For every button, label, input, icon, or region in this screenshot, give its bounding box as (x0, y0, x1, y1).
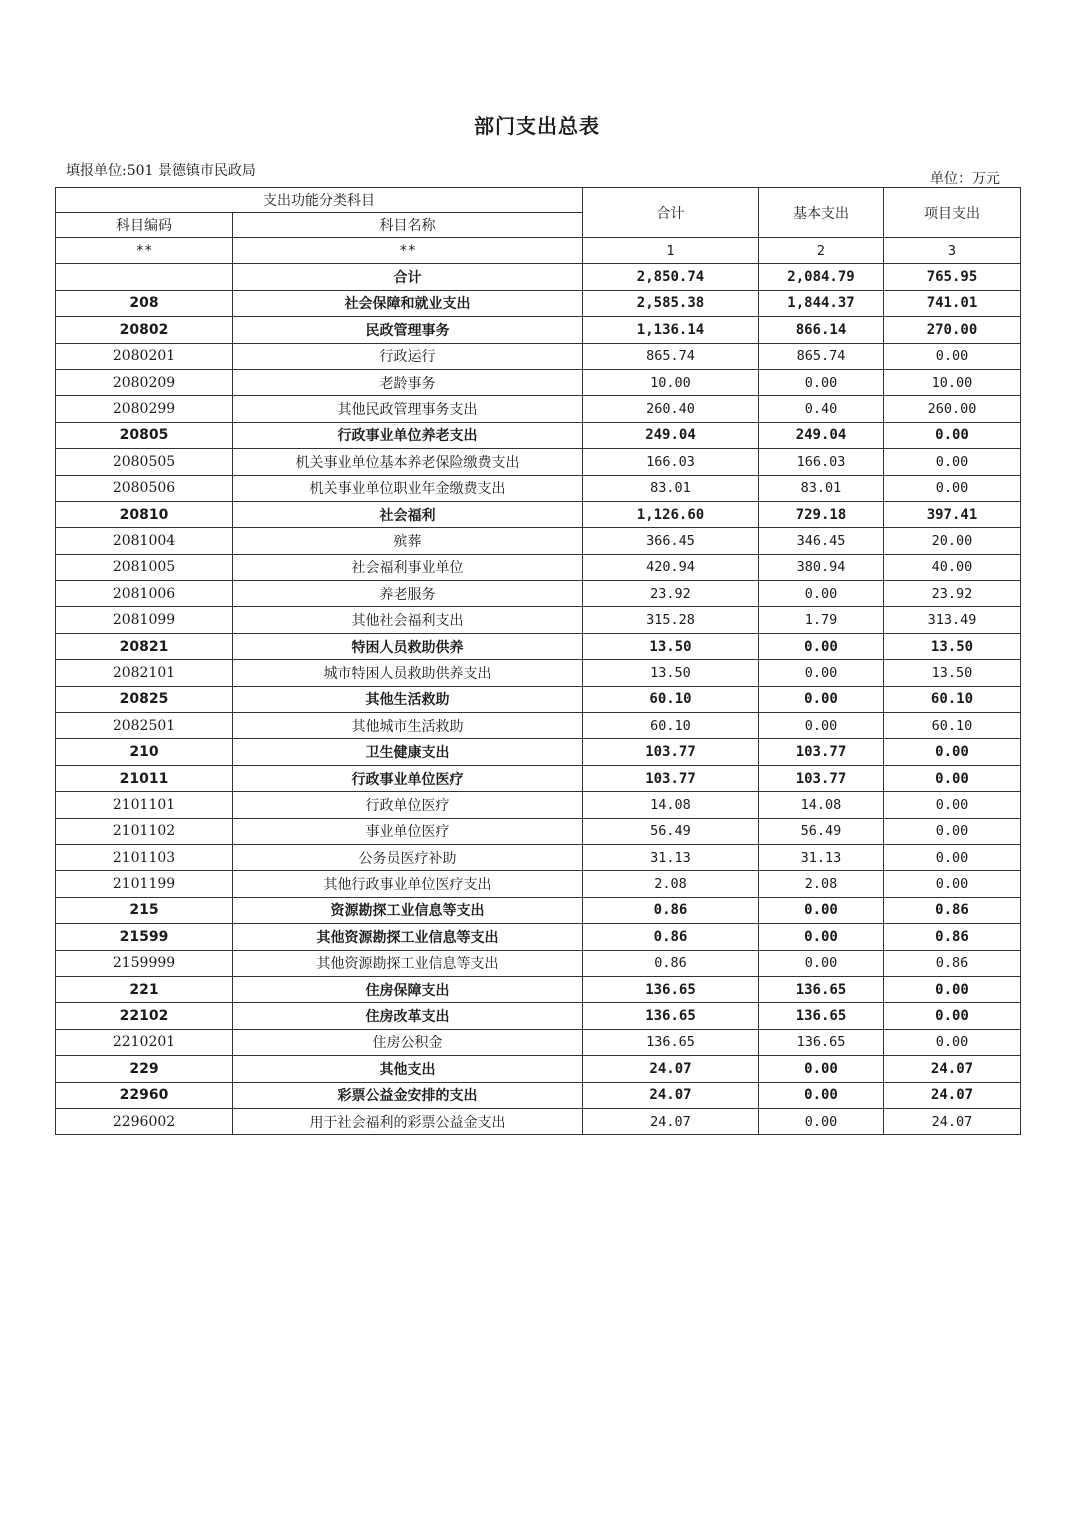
row-basic: 1,844.37 (759, 290, 884, 316)
row-project: 24.07 (884, 1108, 1021, 1134)
row-total: 2.08 (583, 871, 759, 897)
row-name: 事业单位医疗 (233, 818, 583, 844)
row-total: 83.01 (583, 475, 759, 501)
row-basic: 56.49 (759, 818, 884, 844)
row-project: 24.07 (884, 1056, 1021, 1082)
row-project: 0.00 (884, 1003, 1021, 1029)
table-row (56, 475, 1021, 501)
row-code: 2082501 (56, 713, 233, 739)
table-row (56, 317, 1021, 343)
row-total: 1,126.60 (583, 501, 759, 527)
row-total: 0.86 (583, 950, 759, 976)
index-row (56, 238, 1021, 264)
row-code: 2159999 (56, 950, 233, 976)
header-name: 科目名称 (233, 213, 583, 238)
row-total: 60.10 (583, 686, 759, 712)
row-name: 资源勘探工业信息等支出 (233, 897, 583, 923)
row-total: 56.49 (583, 818, 759, 844)
row-code: 2080506 (56, 475, 233, 501)
row-total: 0.86 (583, 897, 759, 923)
row-project: 0.00 (884, 844, 1021, 870)
row-code: 229 (56, 1056, 233, 1082)
table-row (56, 528, 1021, 554)
row-code: 2080209 (56, 369, 233, 395)
row-basic: 0.00 (759, 660, 884, 686)
row-basic: 866.14 (759, 317, 884, 343)
row-project: 10.00 (884, 369, 1021, 395)
row-project: 0.00 (884, 818, 1021, 844)
table-row (56, 1082, 1021, 1108)
row-total: 103.77 (583, 739, 759, 765)
row-code: 2081099 (56, 607, 233, 633)
row-total: 136.65 (583, 976, 759, 1002)
row-name: 用于社会福利的彩票公益金支出 (233, 1108, 583, 1134)
row-basic: 14.08 (759, 792, 884, 818)
filing-unit: 填报单位:501 景德镇市民政局 (66, 163, 256, 179)
row-code: 22102 (56, 1003, 233, 1029)
table-row (56, 1029, 1021, 1055)
header-total: 合计 (583, 188, 759, 238)
row-total: 1,136.14 (583, 317, 759, 343)
row-basic: 136.65 (759, 1029, 884, 1055)
index-total: 1 (583, 238, 759, 264)
header-basic: 基本支出 (759, 188, 884, 238)
row-code: 221 (56, 976, 233, 1002)
header-code: 科目编码 (56, 213, 233, 238)
row-project: 0.86 (884, 924, 1021, 950)
row-name: 其他城市生活救助 (233, 713, 583, 739)
row-total: 13.50 (583, 633, 759, 659)
table-row (56, 844, 1021, 870)
table-row (56, 290, 1021, 316)
row-project: 0.00 (884, 475, 1021, 501)
row-project: 40.00 (884, 554, 1021, 580)
row-project: 0.00 (884, 1029, 1021, 1055)
table-row (56, 633, 1021, 659)
row-basic: 2.08 (759, 871, 884, 897)
row-total: 2,850.74 (583, 264, 759, 290)
row-total: 2,585.38 (583, 290, 759, 316)
row-basic: 249.04 (759, 422, 884, 448)
row-total: 103.77 (583, 765, 759, 791)
row-name: 其他民政管理事务支出 (233, 396, 583, 422)
row-name: 城市特困人员救助供养支出 (233, 660, 583, 686)
table-row (56, 1056, 1021, 1082)
row-basic: 31.13 (759, 844, 884, 870)
row-total: 60.10 (583, 713, 759, 739)
row-total: 315.28 (583, 607, 759, 633)
row-code: 2210201 (56, 1029, 233, 1055)
table-row (56, 739, 1021, 765)
table-row (56, 713, 1021, 739)
row-total: 13.50 (583, 660, 759, 686)
row-basic: 83.01 (759, 475, 884, 501)
row-name: 殡葬 (233, 528, 583, 554)
table-row (56, 581, 1021, 607)
row-total: 23.92 (583, 581, 759, 607)
row-total: 166.03 (583, 449, 759, 475)
row-project: 0.00 (884, 792, 1021, 818)
row-basic: 0.00 (759, 686, 884, 712)
table-row (56, 976, 1021, 1002)
row-code: 2080505 (56, 449, 233, 475)
row-code: 20810 (56, 501, 233, 527)
row-project: 0.00 (884, 422, 1021, 448)
row-name: 合计 (233, 264, 583, 290)
row-code: 21011 (56, 765, 233, 791)
row-project: 0.00 (884, 976, 1021, 1002)
table-row (56, 396, 1021, 422)
row-code: 2081006 (56, 581, 233, 607)
row-name: 老龄事务 (233, 369, 583, 395)
row-code: 208 (56, 290, 233, 316)
row-code: 20802 (56, 317, 233, 343)
row-name: 社会福利 (233, 501, 583, 527)
table-row (56, 264, 1021, 290)
row-name: 养老服务 (233, 581, 583, 607)
row-total: 24.07 (583, 1108, 759, 1134)
row-code: 2080299 (56, 396, 233, 422)
table-row (56, 607, 1021, 633)
row-basic: 0.00 (759, 369, 884, 395)
index-name: ** (233, 238, 583, 264)
row-name: 其他资源勘探工业信息等支出 (233, 924, 583, 950)
row-basic: 0.00 (759, 950, 884, 976)
row-name: 住房保障支出 (233, 976, 583, 1002)
table-row (56, 501, 1021, 527)
row-project: 0.00 (884, 449, 1021, 475)
row-total: 24.07 (583, 1056, 759, 1082)
table-row (56, 343, 1021, 369)
row-name: 特困人员救助供养 (233, 633, 583, 659)
row-basic: 166.03 (759, 449, 884, 475)
row-basic: 380.94 (759, 554, 884, 580)
header-project: 项目支出 (884, 188, 1021, 238)
row-name: 机关事业单位基本养老保险缴费支出 (233, 449, 583, 475)
table-row (56, 897, 1021, 923)
row-code: 2080201 (56, 343, 233, 369)
table-row (56, 1108, 1021, 1134)
row-code: 2101101 (56, 792, 233, 818)
table-row (56, 924, 1021, 950)
row-basic: 0.00 (759, 1108, 884, 1134)
row-code: 210 (56, 739, 233, 765)
row-total: 420.94 (583, 554, 759, 580)
row-name: 行政事业单位养老支出 (233, 422, 583, 448)
row-project: 0.00 (884, 343, 1021, 369)
table-row (56, 1003, 1021, 1029)
row-code: 2082101 (56, 660, 233, 686)
table-row (56, 554, 1021, 580)
row-total: 865.74 (583, 343, 759, 369)
row-name: 机关事业单位职业年金缴费支出 (233, 475, 583, 501)
row-code: 20825 (56, 686, 233, 712)
row-basic: 103.77 (759, 765, 884, 791)
table-row (56, 792, 1021, 818)
row-code: 20821 (56, 633, 233, 659)
table-row (56, 818, 1021, 844)
row-basic: 136.65 (759, 976, 884, 1002)
index-code: ** (56, 238, 233, 264)
row-code: 2296002 (56, 1108, 233, 1134)
header-group: 支出功能分类科目 (56, 188, 583, 213)
row-project: 270.00 (884, 317, 1021, 343)
row-basic: 136.65 (759, 1003, 884, 1029)
row-code: 2101199 (56, 871, 233, 897)
row-total: 14.08 (583, 792, 759, 818)
row-total: 136.65 (583, 1029, 759, 1055)
row-code (56, 264, 233, 290)
row-project: 24.07 (884, 1082, 1021, 1108)
row-basic: 103.77 (759, 739, 884, 765)
page-title: 部门支出总表 (474, 114, 600, 138)
row-project: 13.50 (884, 660, 1021, 686)
row-project: 60.10 (884, 713, 1021, 739)
row-project: 260.00 (884, 396, 1021, 422)
row-total: 0.86 (583, 924, 759, 950)
table-row (56, 686, 1021, 712)
row-basic: 0.00 (759, 581, 884, 607)
row-project: 0.00 (884, 871, 1021, 897)
table-row (56, 369, 1021, 395)
row-project: 13.50 (884, 633, 1021, 659)
row-project: 0.00 (884, 765, 1021, 791)
row-code: 21599 (56, 924, 233, 950)
row-code: 2101102 (56, 818, 233, 844)
row-project: 765.95 (884, 264, 1021, 290)
row-basic: 0.00 (759, 924, 884, 950)
row-project: 20.00 (884, 528, 1021, 554)
row-code: 215 (56, 897, 233, 923)
row-project: 313.49 (884, 607, 1021, 633)
row-project: 23.92 (884, 581, 1021, 607)
expenditure-table (55, 187, 1021, 1135)
table-row (56, 422, 1021, 448)
table-row (56, 765, 1021, 791)
row-basic: 0.00 (759, 897, 884, 923)
index-basic: 2 (759, 238, 884, 264)
row-name: 民政管理事务 (233, 317, 583, 343)
row-code: 2101103 (56, 844, 233, 870)
row-project: 0.86 (884, 950, 1021, 976)
table-row (56, 950, 1021, 976)
row-code: 20805 (56, 422, 233, 448)
row-code: 22960 (56, 1082, 233, 1108)
row-name: 行政事业单位医疗 (233, 765, 583, 791)
table-row (56, 660, 1021, 686)
row-basic: 0.00 (759, 633, 884, 659)
row-code: 2081004 (56, 528, 233, 554)
row-basic: 0.00 (759, 713, 884, 739)
row-basic: 865.74 (759, 343, 884, 369)
row-name: 其他支出 (233, 1056, 583, 1082)
table-row (56, 871, 1021, 897)
row-name: 社会福利事业单位 (233, 554, 583, 580)
row-project: 397.41 (884, 501, 1021, 527)
row-name: 行政运行 (233, 343, 583, 369)
row-total: 10.00 (583, 369, 759, 395)
row-name: 其他社会福利支出 (233, 607, 583, 633)
row-total: 249.04 (583, 422, 759, 448)
row-project: 60.10 (884, 686, 1021, 712)
row-basic: 346.45 (759, 528, 884, 554)
row-name: 住房改革支出 (233, 1003, 583, 1029)
row-name: 公务员医疗补助 (233, 844, 583, 870)
row-total: 24.07 (583, 1082, 759, 1108)
row-basic: 2,084.79 (759, 264, 884, 290)
row-project: 0.00 (884, 739, 1021, 765)
row-total: 260.40 (583, 396, 759, 422)
row-basic: 1.79 (759, 607, 884, 633)
row-name: 其他行政事业单位医疗支出 (233, 871, 583, 897)
row-basic: 729.18 (759, 501, 884, 527)
row-name: 其他资源勘探工业信息等支出 (233, 950, 583, 976)
currency-unit: 单位：万元 (930, 171, 1000, 187)
row-project: 0.86 (884, 897, 1021, 923)
header-row-1 (56, 188, 1021, 213)
row-name: 其他生活救助 (233, 686, 583, 712)
index-project: 3 (884, 238, 1021, 264)
row-name: 彩票公益金安排的支出 (233, 1082, 583, 1108)
row-basic: 0.00 (759, 1056, 884, 1082)
row-total: 136.65 (583, 1003, 759, 1029)
row-total: 31.13 (583, 844, 759, 870)
row-code: 2081005 (56, 554, 233, 580)
row-name: 行政单位医疗 (233, 792, 583, 818)
row-project: 741.01 (884, 290, 1021, 316)
row-basic: 0.00 (759, 1082, 884, 1108)
row-basic: 0.40 (759, 396, 884, 422)
table-row (56, 449, 1021, 475)
row-total: 366.45 (583, 528, 759, 554)
row-name: 住房公积金 (233, 1029, 583, 1055)
row-name: 社会保障和就业支出 (233, 290, 583, 316)
row-name: 卫生健康支出 (233, 739, 583, 765)
